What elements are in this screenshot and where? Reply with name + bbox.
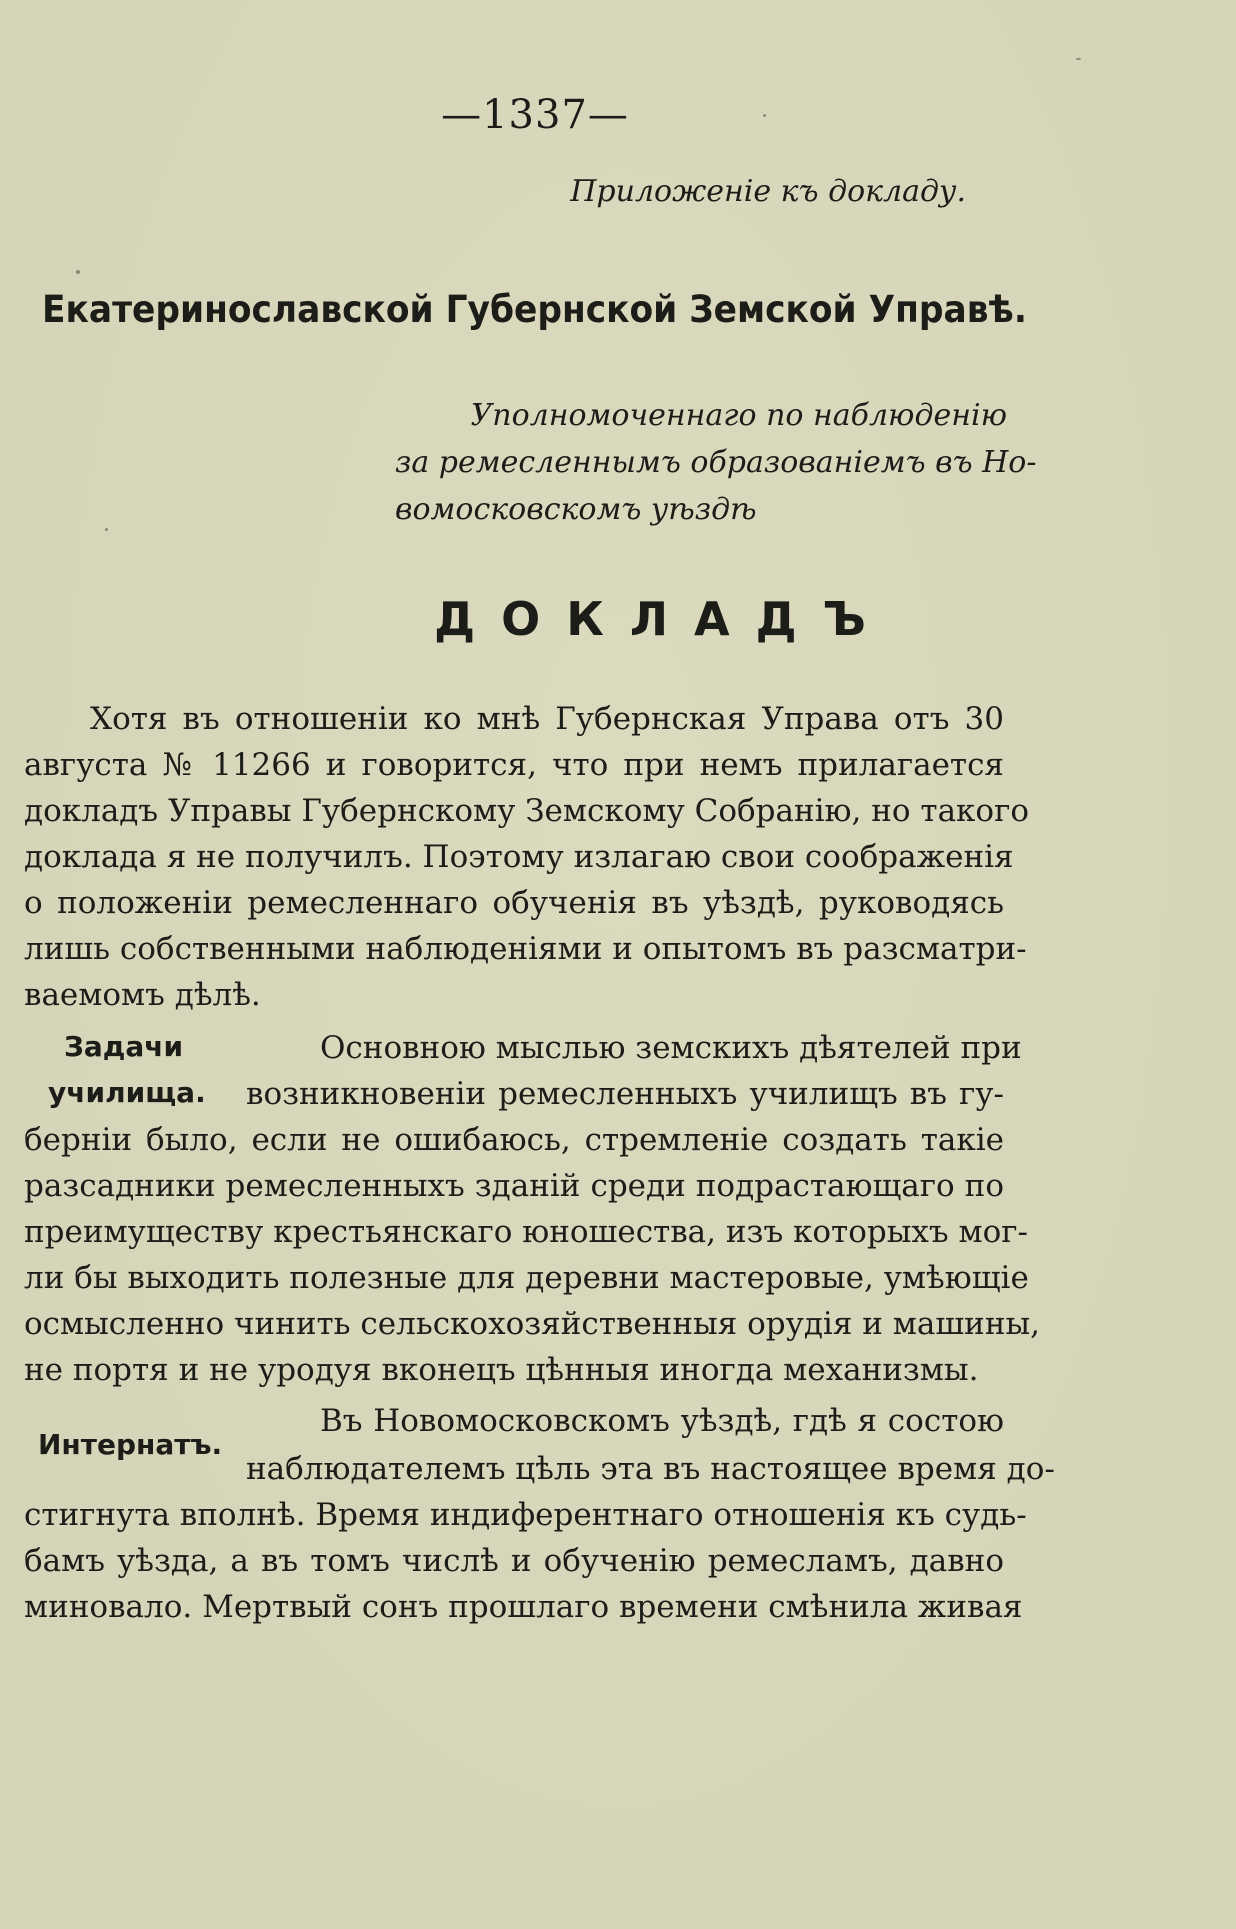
text-line: миновало. Мертвый сонъ прошлаго времени смѣнила живая (24, 1589, 1023, 1625)
text-line: не портя и не уродуя вконецъ цѣнныя иногда механизмы. (24, 1352, 979, 1388)
text-line: берніи было, если не ошибаюсь, стремленіе создать такіе (24, 1122, 1004, 1158)
paragraph-3 (24, 1492, 1027, 1630)
paper-speck (76, 270, 80, 274)
text-line: Хотя въ отношеніи ко мнѣ Губернская Управа отъ 30 (90, 701, 1004, 737)
text-line: Основною мыслью земскихъ дѣятелей при (320, 1030, 1022, 1066)
margin-note-tasks: Задачи (64, 1030, 184, 1063)
text-line: ваемомъ дѣлѣ. (24, 977, 261, 1013)
paragraph-1 (24, 696, 1030, 1018)
margin-note-school: училища. (48, 1076, 206, 1109)
text-line: августа № 11266 и говорится, что при немъ прилагается (24, 747, 1004, 783)
paragraph-2-second-line (246, 1071, 1004, 1117)
paragraph-2-first-line (320, 1025, 1022, 1071)
text-line: лишь собственными наблюденіями и опытомъ въ разсматри- (24, 931, 1027, 967)
addressee-heading: Екатеринославской Губернской Земской Управѣ. (42, 288, 1027, 331)
text-line: осмысленно чинить сельскохозяйственныя орудія и машины, (24, 1306, 1041, 1342)
author-block (395, 392, 1037, 533)
author-line: за ремесленнымъ образованіемъ въ Но- (395, 445, 1037, 480)
page-number: —1337— (441, 92, 629, 138)
text-line: возникновеніи ремесленныхъ училищъ въ гу- (246, 1076, 1004, 1112)
text-line: бамъ уѣзда, а въ томъ числѣ и обученію ремесламъ, давно (24, 1543, 1004, 1579)
author-line: вомосковскомъ уѣздѣ (395, 492, 757, 527)
text-line: наблюдателемъ цѣль эта въ настоящее время до- (246, 1451, 1055, 1487)
paper-speck (105, 528, 108, 531)
report-title: ДОКЛАДЪ (434, 592, 892, 646)
paragraph-3-first-line (320, 1398, 1004, 1444)
author-line: Уполномоченнаго по наблюденію (470, 398, 1007, 433)
paragraph-3-second-line (246, 1446, 1055, 1492)
text-line: доклада я не получилъ. Поэтому излагаю свои соображенія (24, 839, 1014, 875)
text-line: разсадники ремесленныхъ зданій среди подрастающаго по (24, 1168, 1004, 1204)
paper-speck (1076, 58, 1081, 60)
text-line: стигнута вполнѣ. Время индиферентнаго отношенія къ судь- (24, 1497, 1027, 1533)
text-line: о положеніи ремесленнаго обученія въ уѣздѣ, руководясь (24, 885, 1004, 921)
margin-note-boarding: Интернатъ. (38, 1428, 223, 1461)
text-line: ли бы выходить полезные для деревни мастеровые, умѣющіе (24, 1260, 1029, 1296)
text-line: преимуществу крестьянскаго юношества, изъ которыхъ мог- (24, 1214, 1028, 1250)
paragraph-2 (24, 1117, 1041, 1393)
appendix-note: Приложеніе къ докладу. (570, 174, 966, 209)
text-line: Въ Новомосковскомъ уѣздѣ, гдѣ я состою (320, 1403, 1004, 1439)
text-line: докладъ Управы Губернскому Земскому Собранію, но такого (24, 793, 1030, 829)
